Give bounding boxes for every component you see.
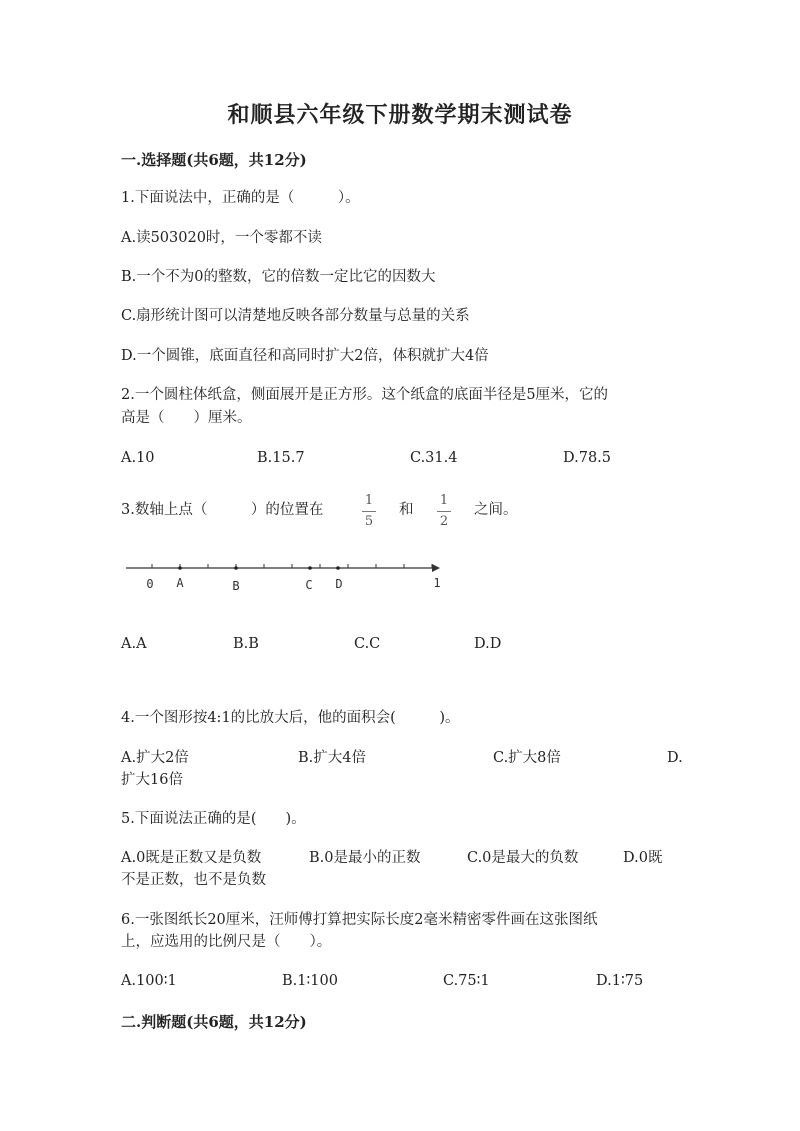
- question-4-stem: 4.一个图形按4:1的比放大后，他的面积会( )。: [121, 710, 460, 726]
- axis-label-c: C: [305, 578, 313, 592]
- fraction-one-half: [434, 493, 454, 530]
- question-5-option-b: B.0是最小的正数: [309, 850, 421, 866]
- question-5-stem: 5.下面说法正确的是( )。: [121, 811, 306, 827]
- question-3-stem: 3.数轴上点（ ）的位置在: [121, 502, 324, 518]
- question-2-option-a: A.10: [121, 450, 155, 466]
- question-5-option-d: D.0既: [623, 850, 663, 866]
- axis-label-b: B: [232, 579, 240, 593]
- question-2-stem-line1: 2.一个圆柱体纸盒，侧面展开是正方形。这个纸盒的底面半径是5厘米，它的: [121, 387, 609, 403]
- point-d: [336, 566, 340, 570]
- question-1-stem: 1.下面说法中，正确的是（ ）。: [121, 190, 360, 206]
- question-3-option-b: B.B: [233, 636, 259, 652]
- question-4-option-d: D.: [667, 750, 683, 766]
- question-2-stem-line2: 高是（ ）厘米。: [121, 410, 252, 426]
- question-3-option-d: D.D: [474, 636, 502, 652]
- fraction-denominator: 2: [439, 514, 449, 529]
- question-4-option-d-cont: 扩大16倍: [121, 772, 183, 788]
- page-title: 和顺县六年级下册数学期末测试卷: [227, 102, 573, 128]
- question-2-option-c: C.31.4: [410, 450, 458, 466]
- question-1-option-d: D.一个圆锥，底面直径和高同时扩大2倍，体积就扩大4倍: [121, 348, 489, 364]
- question-3-option-c: C.C: [354, 636, 381, 652]
- question-4-option-b: B.扩大4倍: [298, 750, 366, 766]
- point-b: [234, 566, 238, 570]
- number-line-diagram: [124, 560, 454, 600]
- number-line-arrow: [432, 564, 440, 572]
- question-2-option-b: B.15.7: [257, 450, 305, 466]
- section-heading-judgment: 二.判断题(共6题，共12分): [121, 1013, 307, 1031]
- question-3-and: 和: [399, 502, 414, 518]
- question-4-option-c: C.扩大8倍: [493, 750, 561, 766]
- question-6-option-a: A.100∶1: [121, 973, 177, 989]
- question-6-option-d: D.1∶75: [596, 973, 644, 989]
- axis-label-0: 0: [146, 577, 154, 591]
- question-1-option-b: B.一个不为0的整数，它的倍数一定比它的因数大: [121, 269, 436, 285]
- section-heading-choice: 一.选择题(共6题，共12分): [121, 151, 307, 169]
- question-5-option-a: A.0既是正数又是负数: [121, 850, 262, 866]
- question-6-stem-line2: 上，应选用的比例尺是（ ）。: [121, 934, 332, 950]
- question-6-option-b: B.1∶100: [282, 973, 338, 989]
- fraction-one-fifth: [359, 493, 379, 530]
- question-1-option-c: C.扇形统计图可以清楚地反映各部分数量与总量的关系: [121, 308, 470, 324]
- question-3-option-a: A.A: [121, 636, 147, 652]
- axis-label-d: D: [335, 577, 343, 591]
- point-a: [178, 566, 182, 570]
- question-6-option-c: C.75∶1: [443, 973, 490, 989]
- question-5-option-d-cont: 不是正数，也不是负数: [121, 872, 266, 888]
- question-3-stem-end: 之间。: [474, 502, 518, 518]
- question-2-option-d: D.78.5: [563, 450, 612, 466]
- question-5-option-c: C.0是最大的负数: [467, 850, 579, 866]
- fraction-numerator: 1: [439, 493, 449, 508]
- fraction-denominator: 5: [364, 514, 374, 529]
- axis-label-a: A: [176, 576, 184, 590]
- question-4-option-a: A.扩大2倍: [121, 750, 189, 766]
- point-c: [308, 566, 312, 570]
- question-1-option-a: A.读503020时，一个零都不读: [121, 230, 322, 246]
- question-6-stem-line1: 6.一张图纸长20厘米，汪师傅打算把实际长度2毫米精密零件画在这张图纸: [121, 912, 598, 928]
- axis-label-1: 1: [433, 576, 441, 590]
- fraction-numerator: 1: [364, 493, 374, 508]
